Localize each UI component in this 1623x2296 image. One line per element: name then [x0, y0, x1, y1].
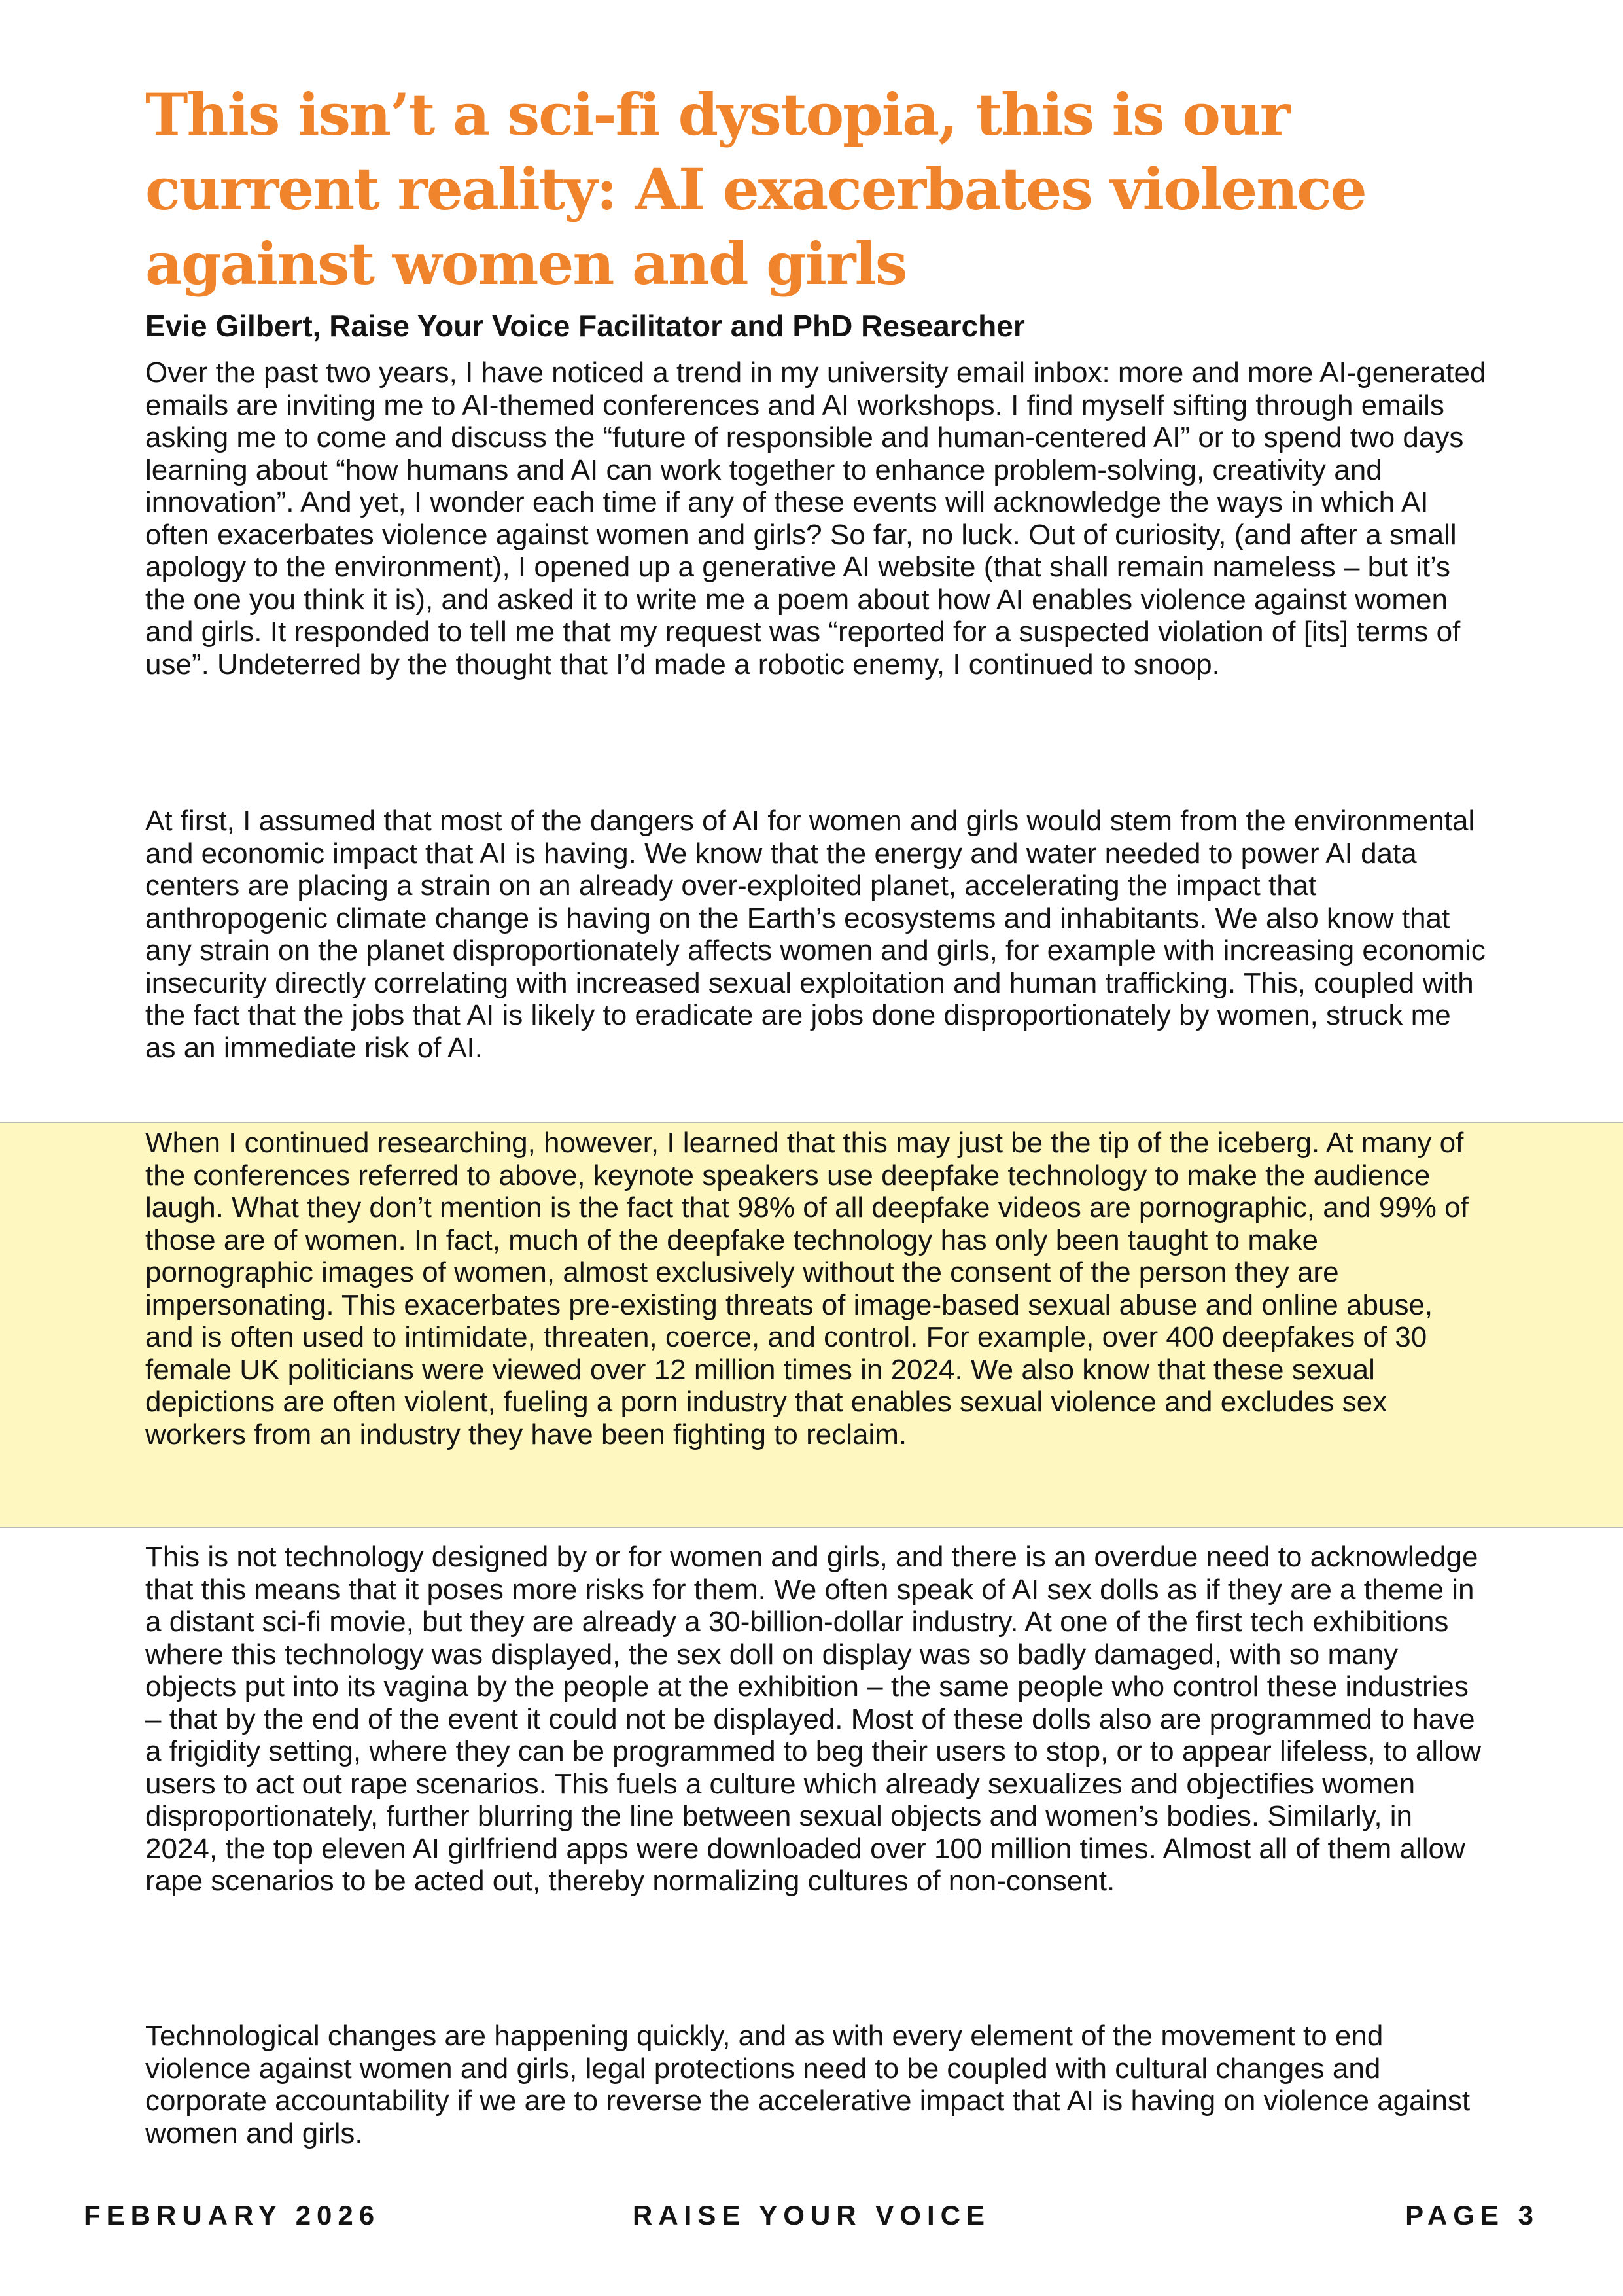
paragraph-deepfakes: When I continued researching, however, I learned that this may just be the tip of the iceberg. At many of the conferences referred to above, keynote speakers use deepfake technology to make the audience laugh. What they don’t mention is the fact that 98% of all deepfake videos are pornographic, and 99% of those are of women. In fact, much of the deepfake technology has only been taught to make pornographic images of women, almost exclusively without the consent of the person they are impersonating. This exacerbates pre-existing threats of image-based sexual abuse and online abuse, and is often used to intimidate, threaten, coerce, and control. For example, over 400 deepfakes of 30 female UK politicians were viewed over 12 million times in 2024. We also know that these sexual depictions are often violent, fueling a porn industry that enables sexual violence and excludes sex workers from an industry they have been fighting to reclaim. — [145, 1127, 1469, 1451]
author-byline: Evie Gilbert, Raise Your Voice Facilitator and PhD Researcher — [145, 309, 1025, 343]
article-title: This isn’t a sci-fi dystopia, this is our current reality: AI exacerbates violence against women and girls — [145, 80, 1366, 298]
paragraph-environmental-impact: At first, I assumed that most of the dangers of AI for women and girls would stem from the environmental and economic impact that AI is having. We know that the energy and water needed to power AI data centers are placing a strain on an already over-exploited planet, accelerating the impact that anthropogenic climate change is having on the Earth’s ecosystems and inhabitants. We also know that any strain on the planet disproportionately affects women and girls, for example with increasing economic insecurity directly correlating with increased sexual exploitation and human trafficking. This, coupled with the fact that the jobs that AI is likely to eradicate are jobs done disproportionately by women, struck me as an immediate risk of AI. — [145, 805, 1486, 1064]
footer-publication: RAISE YOUR VOICE — [633, 2200, 990, 2231]
paragraph-intro: Over the past two years, I have noticed a trend in my university email inbox: more and more AI-generated emails are inviting me to AI-themed conferences and AI workshops. I find myself sifting through emails asking me to come and discuss the “future of responsible and human-centered AI” or to spend two days learning about “how humans and AI can work together to enhance problem-solving, creativity and innovation”. And yet, I wonder each time if any of these events will acknowledge the ways in which AI often exacerbates violence against women and girls? So far, no luck. Out of curiosity, (and after a small apology to the environment), I opened up a generative AI website (that shall remain nameless – but it’s the one you think it is), and asked it to write me a poem about how AI enables violence against women and girls. It responded to tell me that my request was “reported for a suspected violation of [its] terms of use”. Undeterred by the thought that I’d made a robotic enemy, I continued to snoop. — [145, 357, 1486, 680]
footer-page-number: PAGE 3 — [1405, 2200, 1539, 2231]
paragraph-sex-dolls: This is not technology designed by or for women and girls, and there is an overdue need to acknowledge that this means that it poses more risks for them. We often speak of AI sex dolls as if they are a theme in a distant sci-fi movie, but they are already a 30-billion-dollar industry. At one of the first tech exhibitions where this technology was displayed, the sex doll on display was so badly damaged, with so many objects put into its vagina by the people at the exhibition – the same people who control these industries – that by the end of the event it could not be displayed. Most of these dolls also are programmed to have a frigidity setting, where they can be programmed to beg their users to stop, or to appear lifeless, to allow users to act out rape scenarios. This fuels a culture which already sexualizes and objectifies women disproportionately, further blurring the line between sexual objects and women’s bodies. Similarly, in 2024, the top eleven AI girlfriend apps were downloaded over 100 million times. Almost all of them allow rape scenarios to be acted out, thereby normalizing cultures of non-consent. — [145, 1541, 1482, 1897]
footer-date: FEBRUARY 2026 — [84, 2200, 381, 2231]
paragraph-conclusion: Technological changes are happening quickly, and as with every element of the movement to end violence against women and girls, legal protections need to be coupled with cultural changes and corporate accountability if we are to reverse the accelerative impact that AI is having on violence against women and girls. — [145, 2020, 1471, 2149]
